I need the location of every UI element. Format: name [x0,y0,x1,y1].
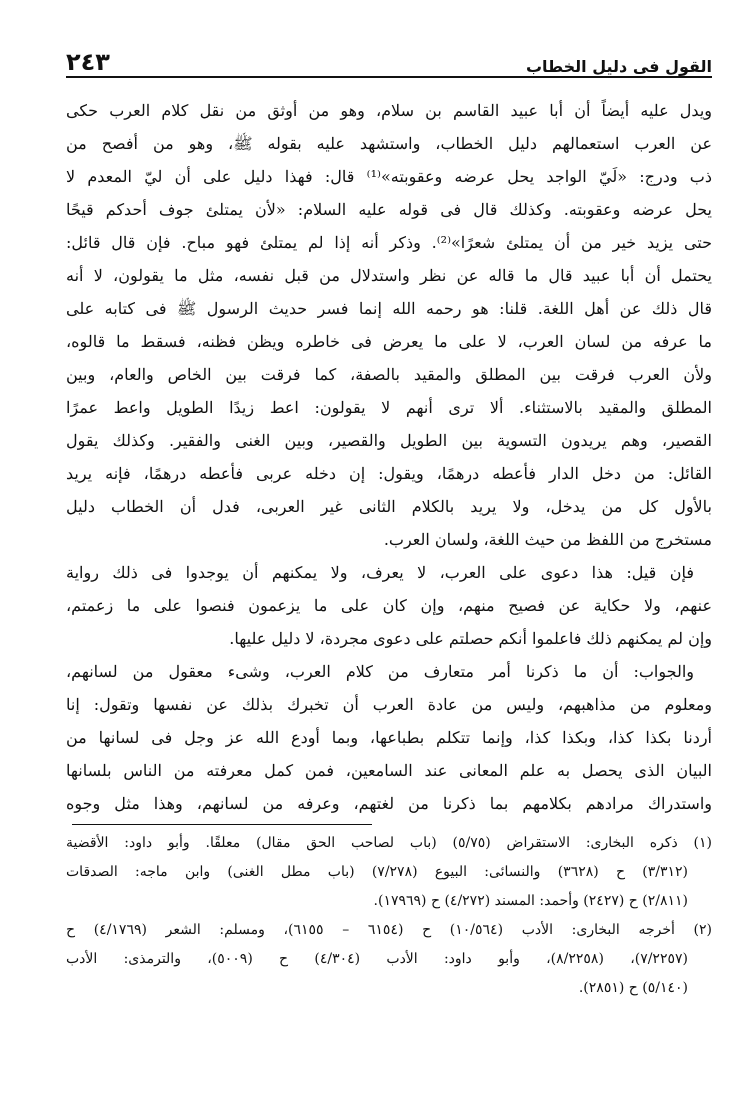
footnote-line: (٢/٨١١) ح (٢٤٢٧) وأحمد: المسند (٤/٢٧٢) ح (١٧٩٦٩). [373,893,688,909]
footnote-line: (٢) أخرجه البخارى: الأدب (١٠/٥٦٤) ح (٦١٥٤ – ٦١٥٥)، ومسلم: الشعر (٤/١٧٦٩) ح [66,922,712,938]
footnote-line: (٣/٣١٢) ح (٣٦٢٨) والنسائى: البيوع (٧/٢٧٨) (باب مطل الغنى) وابن ماجه: الصدقات [66,864,688,880]
text-line: حتى يزيد خير من أن يمتلئ شعرًا»⁽²⁾. وذكر أنه إذا لم يمتلئ فهو مباح. فإن قال قائل: [66,233,712,252]
text-line: مستخرج من اللفظ من حيث اللغة، ولسان العرب. [383,530,712,549]
text-line: بالأول كل من يدخل، ولا يريد بالكلام الثانى غير العربى، فدل أن الخطاب دليل [66,497,712,516]
text-line: والجواب: أن ما ذكرنا أمر متعارف من كلام العرب، وشىء معقول من لسانهم، [66,662,694,681]
text-line: وإن لم يمكنهم ذلك فاعلموا أنكم حصلتم على دعوى مجردة، لا دليل عليها. [229,629,712,648]
text-line: عنهم، ولا حكاية عن فصيح منهم، وإن كان على ما يزعمون فنصوا على ما زعمتم، [66,596,712,615]
main-text [66,94,712,820]
paragraph-3 [66,655,712,820]
book-page [66,42,712,1003]
text-line: القصير، وهم يريدون التسوية بين الطويل والقصير، وبين الغنى والفقير. وكذلك يقول [66,431,712,450]
footnote-separator [72,824,372,825]
paragraph-1 [66,94,712,556]
text-line: فإن قيل: هذا دعوى على العرب، لا يعرف، ولا يمكنهم أن يوجدوا فى ذلك رواية [66,563,694,582]
page-header [66,42,712,78]
page-number: ٢٤٣ [66,48,110,76]
text-line: ولأن العرب فرقت بين المطلق والمقيد بالصفة، كما فرقت بين الخاص والعام، وبين [66,365,712,384]
text-line: ويدل عليه أيضاً أن أبا عبيد القاسم بن سلام، وهو من أوثق من نقل كلام العرب حكى [66,101,712,120]
paragraph-2 [66,556,712,655]
text-line: البيان الذى يحصل به علم المعانى عند السامعين، فمن كمل معرفته من الناس بلسانها [66,761,712,780]
footnote-1 [66,829,712,916]
text-line: يحتمل أن أبا عبيد قال ما قاله عن نظر واستدلال من قبل نفسه، مثل ما يقولون، لا أنه [66,266,712,285]
text-line: عن العرب استعمالهم دليل الخطاب، واستشهد عليه بقوله ﷺ، وهو من أفصح من [66,134,712,153]
text-line: قال ذلك عن أهل اللغة. قلنا: هو رحمه الله إنما فسر حديث الرسول ﷺ فى كتابه على [66,299,712,318]
footnote-2 [66,916,712,1003]
footnotes [66,829,712,1003]
text-line: واستدراك مرادهم بكلامهم بما ذكرنا من لغتهم، وعرفه من لسانهم، وهذا مثل وجوه [66,794,712,813]
footnote-line: (٧/٢٢٥٧)، (٨/٢٢٥٨)، وأبو داود: الأدب (٤/٣٠٤) ح (٥٠٠٩)، والترمذى: الأدب [66,951,688,967]
running-title: القول فى دليل الخطاب [525,57,712,76]
footnote-line: (١) ذكره البخارى: الاستقراض (٥/٧٥) (باب لصاحب الحق مقال) معلقًا. وأبو داود: الأقضية [66,835,712,851]
text-line: يحل عرضه وعقوبته. وكذلك قال فى قوله عليه السلام: «لأن يمتلئ جوف أحدكم قيحًا [66,200,712,219]
text-line: ما عرفه من لسان العرب، لا على ما يعرض فى خاطره ويظن فظنه، فسقط ما قالوه، [66,332,712,351]
footnote-line: (٥/١٤٠) ح (٢٨٥١). [578,980,688,996]
text-line: القائل: من دخل الدار فأعطه درهمًا، ويقول: إن دخله عربى فأعطه درهمًا، فإنه يريد [66,464,712,483]
text-line: المطلق والمقيد بالاستثناء. ألا ترى أنهم لا يقولون: اعط زيدًا الطويل واعط عمرًا [66,398,712,417]
text-line: أردنا بكذا كذا، وبكذا كذا، وإنما تتكلم بطباعها، وبما أودع الله عز وجل فى لسانها من [66,728,712,747]
text-line: ومعلوم من مذاهبهم، وليس من عادة العرب أن تخبرك بذلك عن نفسها وتقول: إنا [66,695,712,714]
text-line: ذب ودرج: «لَيّ الواجد يحل عرضه وعقوبته»⁽¹⁾ قال: فهذا دليل على أن ليّ المعدم لا [66,167,712,186]
